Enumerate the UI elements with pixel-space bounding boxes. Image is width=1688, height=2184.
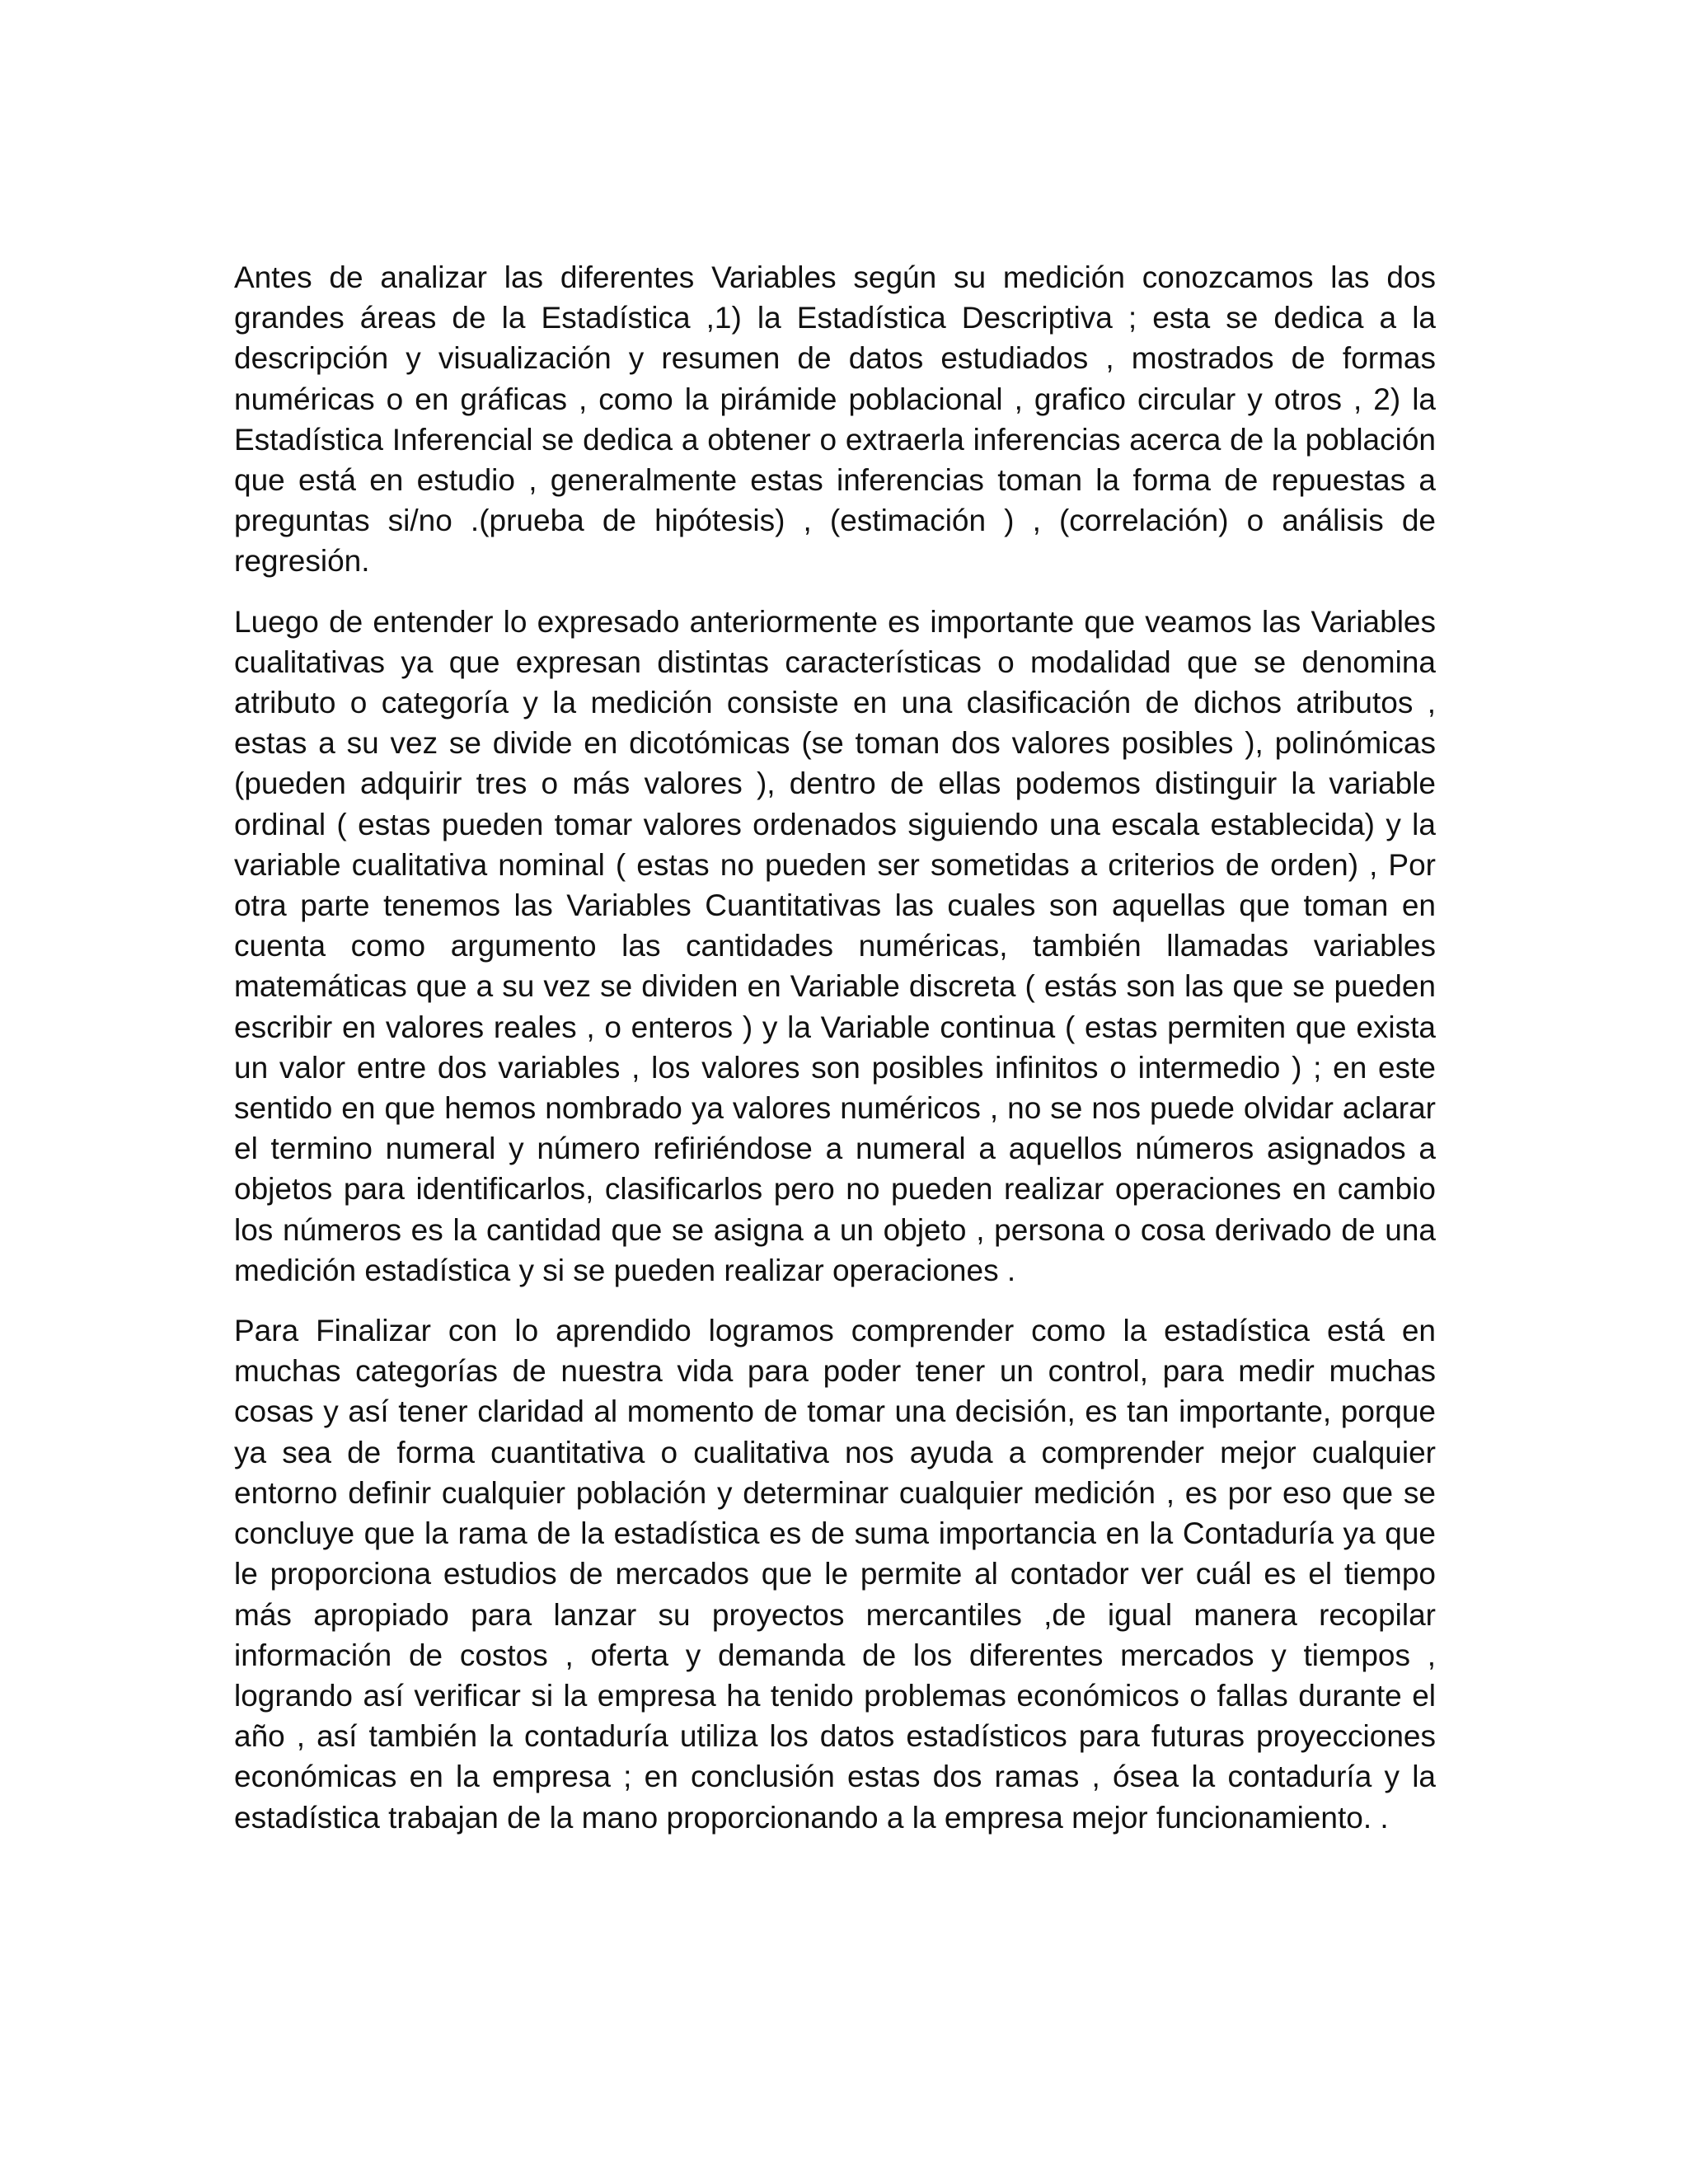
paragraph-conclusion: Para Finalizar con lo aprendido logramos comprender como la estadística está en muchas categorías de nuestra vida para poder tener un control, para medir muchas cosas y así tener claridad al momento de tomar una decisión, es tan importante, porque ya sea de forma cuantitativa o cualitativa nos ayuda a comprender mejor cualquier entorno definir cualquier población y determinar cualquier medición , es por eso que se concluye que la rama de la estadística es de suma importancia en la Contaduría ya que le proporciona estudios de mercados que le permite al contador ver cuál es el tiempo más apropiado para lanzar su proyectos mercantiles ,de igual manera recopilar información de costos , oferta y demanda de los diferentes mercados y tiempos , logrando así verificar si la empresa ha tenido problemas económicos o fallas durante el año , así también la contaduría utiliza los datos estadísticos para futuras proyecciones económicas en la empresa ; en conclusión estas dos ramas , ósea la contaduría y la estadística trabajan de la mano proporcionando a la empresa mejor funcionamiento. . <box>234 1314 1436 1835</box>
paragraph-variables-types: Luego de entender lo expresado anteriormente es importante que veamos las Variables cualitativas ya que expresan distintas características o modalidad que se denomina atributo o categoría y la medición consiste en una clasificación de dichos atributos , estas a su vez se divide en dicotómicas (se toman dos valores posibles ), polinómicas (pueden adquirir tres o más valores ), dentro de ellas podemos distinguir la variable ordinal ( estas pueden tomar valores ordenados siguiendo una escala establecida) y la variable cualitativa nominal ( estas no pueden ser sometidas a criterios de orden) , Por otra parte tenemos las Variables Cuantitativas las cuales son aquellas que toman en cuenta como argumento las cantidades numéricas, también llamadas variables matemáticas que a su vez se dividen en Variable discreta ( estás son las que se pueden escribir en valores reales , o enteros ) y la Variable continua ( estas permiten que exista un valor entre dos variables , los valores son posibles infinitos o intermedio ) ; en este sentido en que hemos nombrado ya valores numéricos , no se nos puede olvidar aclarar el termino numeral y número refiriéndose a numeral a aquellos números asignados a objetos para identificarlos, clasificarlos pero no pueden realizar operaciones en cambio los números es la cantidad que se asigna a un objeto , persona o cosa derivado de una medición estadística y si se pueden realizar operaciones . <box>234 604 1436 1287</box>
document-body <box>234 257 1436 1858</box>
paragraph-variables-intro: Antes de analizar las diferentes Variables según su medición conozcamos las dos grandes áreas de la Estadística ,1) la Estadística Descriptiva ; esta se dedica a la descripción y visualización y resumen de datos estudiados , mostrados de formas numéricas o en gráficas , como la pirámide poblacional , grafico circular y otros , 2) la Estadística Inferencial se dedica a obtener o extraerla inferencias acerca de la población que está en estudio , generalmente estas inferencias toman la forma de repuestas a preguntas si/no .(prueba de hipótesis) , (estimación ) , (correlación) o análisis de regresión. <box>234 260 1436 579</box>
